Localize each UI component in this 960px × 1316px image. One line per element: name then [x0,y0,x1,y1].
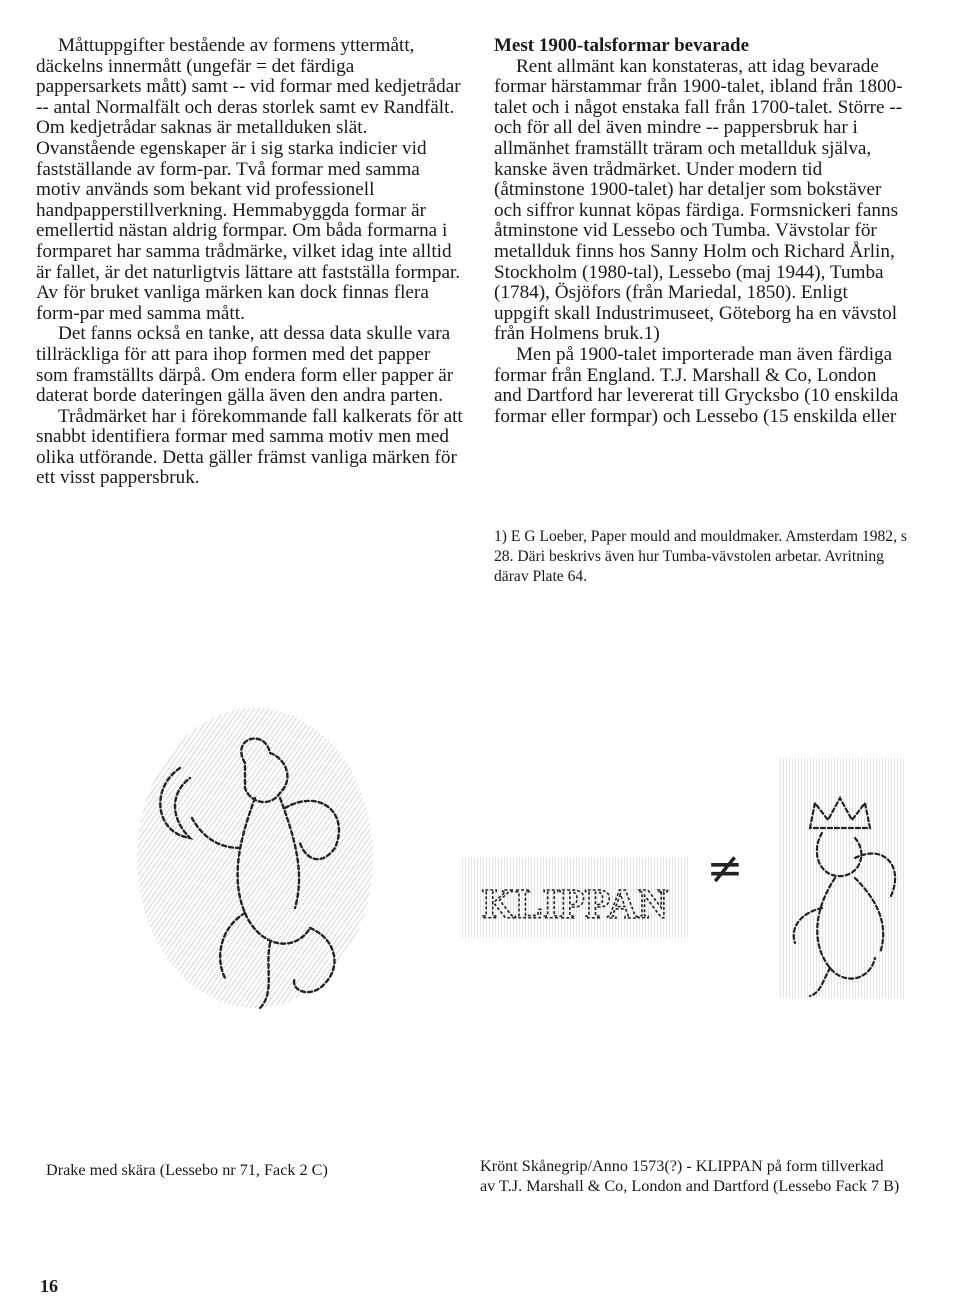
left-paragraph-1: Måttuppgifter bestående av formens yttermått, däckelns innermått (ungefär = det färdiga pappersarkets mått) samt -- vid formar med kedjetrådar -- antal Normalfält och deras storlek samt ev Randfält. Om kedjetrådar saknas är metallduken slät. Ovanstående egenskaper är i sig starka indicier vid fastställande av form-par. Två formar med samma motiv används som bekant vid professionell handpapperstillverkning. Hemmabyggda formar är emellertid nästan aldrig formpar. Om båda formarna i formparet har samma trådmärke, vilket idag inte alltid är fallet, är det naturligtvis lättare att fastställa formpar. Av för bruket vanliga märken kan dock finnas flera form-par med samma mått. [36,35,461,324]
right-text-column [494,36,906,427]
right-paragraph-1: Rent allmänt kan konstateras, att idag bevarade formar härstammar från 1900-talet, ibland från 1800-talet och i något enstaka fall från 1700-talet. Större -- och för all del även mindre -- pappersbruk har i allmänhet framställt träram och metallduk själva, kanske även trådmärket. Under modern tid (åtminstone 1900-talet) har detaljer som bokstäver och siffror kunnat köpas färdiga. Formsnickeri fanns åtminstone vid Lessebo och Tumba. Vävstolar för metallduk finns hos Sanny Holm och Richard Årlin, Stockholm (1980-tal), Lessebo (maj 1944), Tumba (1784), Ösjöfors (från Mariedal, 1850). Enligt uppgift skall Industrimuseet, Göteborg ha en vävstol från Holmens bruk.1) [494,55,903,345]
page-number: 16 [40,1276,58,1296]
left-text-column [36,36,464,489]
section-heading: Mest 1900-talsformar bevarade [494,35,750,56]
right-paragraph-2: Men på 1900-talet importerade man även färdiga formar från England. T.J. Marshall & Co, London and Dartford har levererat till Grycksbo (10 enskilda formar eller formpar) och Lessebo (15 enskilda eller [494,343,899,427]
dragon-watermark-figure [120,698,380,1028]
klippan-watermark-figure [450,758,910,998]
klippan-word: KLIPPAN [482,882,668,928]
not-equal-sign: ≠ [706,843,744,894]
klippan-griffin-tracing [450,758,910,998]
left-paragraph-3: Trådmärket har i förekommande fall kalkerats för att snabbt identifiera formar med samma motiv men med olika utförande. Detta gäller främst vanliga märken för ett visst pappersbruk. [36,405,463,489]
left-figure-caption: Drake med skära (Lessebo nr 71, Fack 2 C) [46,1161,328,1179]
footnote: 1) E G Loeber, Paper mould and mouldmaker. Amsterdam 1982, s 28. Däri beskrivs även hur Tumba-vävstolen arbetar. Avritning därav Plate 64. [494,528,907,585]
right-figure-caption: Krönt Skånegrip/Anno 1573(?) - KLIPPAN på form tillverkad av T.J. Marshall & Co, London and Dartford (Lessebo Fack 7 B) [480,1157,900,1195]
left-paragraph-2: Det fanns också en tanke, att dessa data skulle vara tillräckliga för att para ihop formen med det papper som framställts därpå. Om endera form eller papper är daterat borde dateringen gälla även den andra parten. [36,323,454,407]
dragon-tracing-image [120,698,380,1028]
